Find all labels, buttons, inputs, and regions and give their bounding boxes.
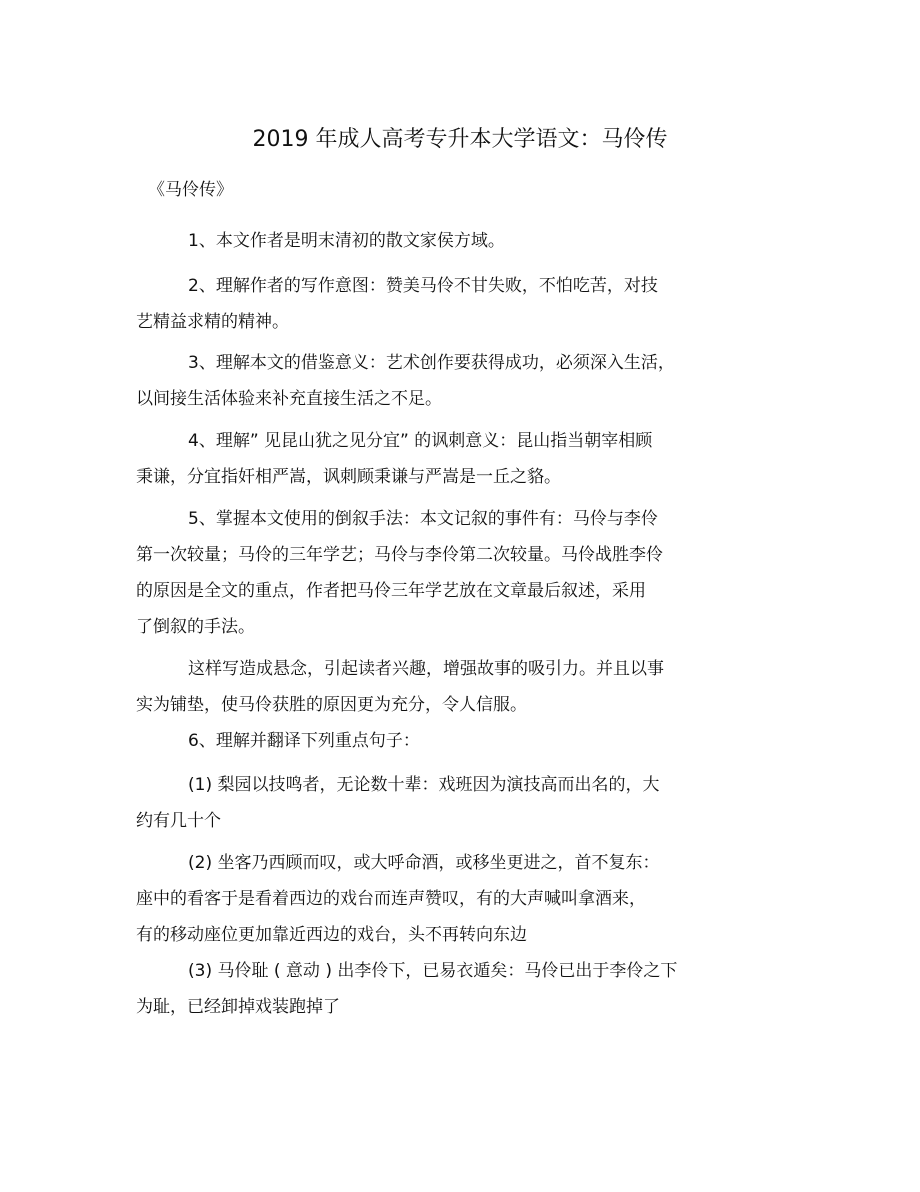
text-line: 2、理解作者的写作意图：赞美马伶不甘失败，不怕吃苦，对技 — [188, 276, 658, 296]
text-line: 的原因是全文的重点，作者把马伶三年学艺放在文章最后叙述，采用 — [136, 581, 646, 601]
text-line: (2) 坐客乃西顾而叹，或大呼命酒，或移坐更进之，首不复东： — [188, 853, 660, 873]
section-heading: 《马伶传》 — [148, 180, 233, 200]
paragraph-5 — [136, 501, 776, 645]
paragraph-1 — [136, 223, 776, 259]
paragraph-8 — [136, 767, 776, 839]
paragraph-10 — [136, 953, 776, 1025]
text-line: 3、理解本文的借鉴意义：艺术创作要获得成功，必须深入生活， — [188, 353, 675, 373]
text-line: 6、理解并翻译下列重点句子： — [188, 731, 420, 751]
paragraph-7 — [136, 723, 776, 759]
text-line: 为耻，已经卸掉戏装跑掉了 — [136, 997, 340, 1017]
text-line: 4、理解” 见昆山犹之见分宜” 的讽刺意义：昆山指当朝宰相顾 — [188, 431, 653, 451]
text-line: 约有几十个 — [136, 811, 221, 831]
text-line: 5、掌握本文使用的倒叙手法：本文记叙的事件有：马伶与李伶 — [188, 509, 658, 529]
text-line: 1、本文作者是明末清初的散文家侯方域。 — [188, 231, 505, 251]
text-line: 实为铺垫，使马伶获胜的原因更为充分，令人信服。 — [136, 695, 527, 715]
text-line: 艺精益求精的精神。 — [136, 312, 289, 332]
paragraph-9 — [136, 845, 776, 953]
text-line: 了倒叙的手法。 — [136, 617, 255, 637]
text-line: 座中的看客于是看着西边的戏台而连声赞叹，有的大声喊叫拿酒来， — [136, 889, 646, 909]
text-line: 这样写造成悬念，引起读者兴趣，增强故事的吸引力。并且以事 — [188, 659, 664, 679]
text-line: 有的移动座位更加靠近西边的戏台，头不再转向东边 — [136, 925, 527, 945]
paragraph-2 — [136, 268, 776, 340]
paragraph-3 — [136, 345, 776, 417]
text-line: 第一次较量；马伶的三年学艺；马伶与李伶第二次较量。马伶战胜李伶 — [136, 545, 663, 565]
document-title: 2019 年成人高考专升本大学语文：马伶传 — [252, 127, 668, 152]
text-line: 秉谦，分宜指奸相严嵩，讽刺顾秉谦与严嵩是一丘之貉。 — [136, 467, 561, 487]
text-line: (1) 梨园以技鸣者，无论数十辈：戏班因为演技高而出名的，大 — [188, 775, 660, 795]
text-line: (3) 马伶耻 ( 意动 ) 出李伶下，已易衣遁矣：马伶已出于李伶之下 — [188, 961, 678, 981]
paragraph-6 — [136, 651, 776, 723]
text-line: 以间接生活体验来补充直接生活之不足。 — [136, 389, 442, 409]
paragraph-4 — [136, 423, 776, 495]
